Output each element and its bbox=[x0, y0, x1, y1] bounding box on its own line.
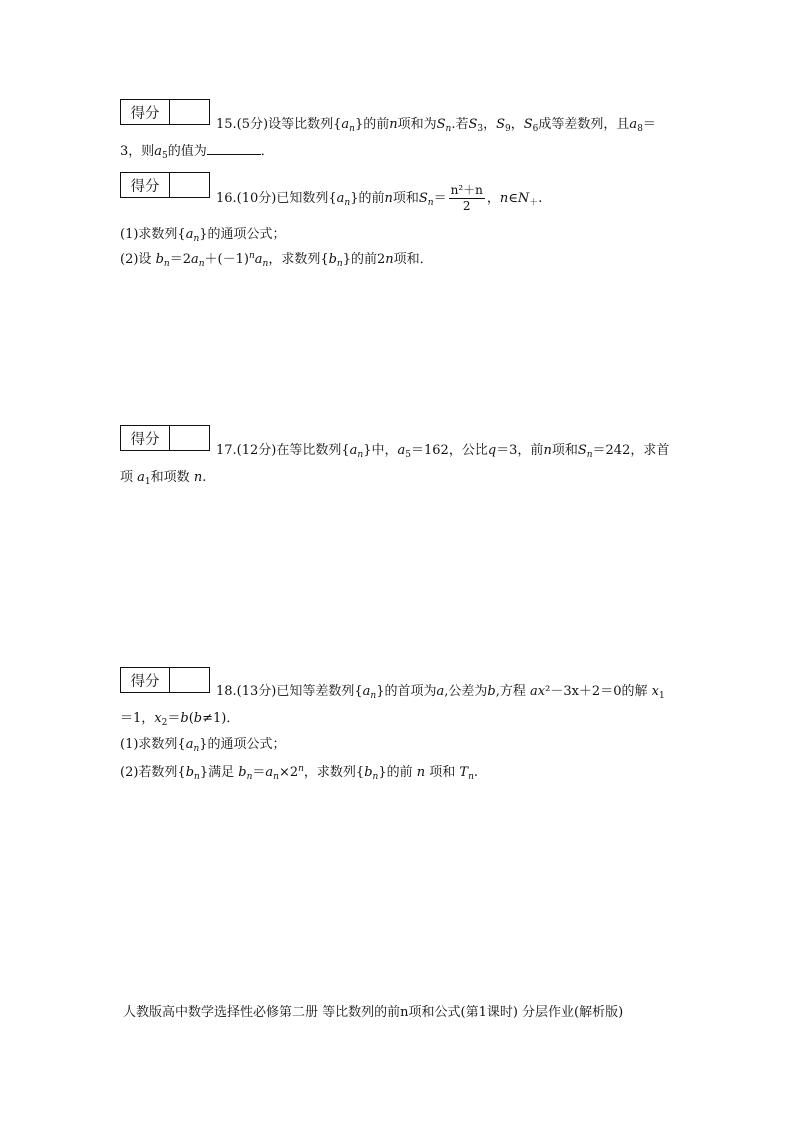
problem-18-line-2: ＝1，$x_2=b(b\ne 1)$． bbox=[120, 711, 240, 728]
score-box-17 bbox=[120, 425, 210, 451]
score-label: 得分 bbox=[121, 173, 170, 197]
problem-18-line-1: 18.(13分)已知等差数列$\{a_n\}$的首项为a,公差为b,方程 ax²－3x＋2＝0的解 $x_1$ bbox=[216, 684, 665, 701]
document-footer: 人教版高中数学选择性必修第二册 等比数列的前n项和公式(第1课时) 分层作业(解析版) bbox=[123, 1005, 624, 1020]
score-label: 得分 bbox=[121, 100, 170, 124]
fraction: $\frac{\text{n²＋n}}{2}$ bbox=[450, 183, 483, 213]
problem-15-number: 15.(5分) bbox=[216, 117, 269, 132]
score-blank bbox=[170, 668, 209, 692]
problem-18-number: 18.(13分) bbox=[216, 684, 277, 699]
problem-17-line-2: 项 $a_1$和项数 n. bbox=[120, 470, 207, 487]
answer-blank[interactable] bbox=[207, 142, 261, 155]
problem-17-line-1: 17.(12分)在等比数列$\{a_n\}$中，$a_5=162$，公比q＝3，前n项和$S_n=242$，求首 bbox=[216, 443, 670, 460]
problem-18-question-2: (2)若数列$\{b_n\}$满足 $b_n=a_n\times 2^n$，求数列$\{b_n\}$的前 n 项和 $T_n$. bbox=[120, 764, 479, 782]
problem-16-question-1: (1)求数列$\{a_n\}$的通项公式； bbox=[120, 227, 286, 244]
score-box-16 bbox=[120, 172, 210, 198]
problem-16-line-1: 16.(10分)已知数列$\{a_n\}$的前n项和$S_n=$ $\frac{\text{n²＋n}}{2}$ ，$n\in N_+$. bbox=[216, 183, 543, 213]
problem-16-question-2: (2)设 $b_n=2a_n+(-1)^na_n$，求数列$\{b_n\}$的前2n项和． bbox=[120, 251, 433, 269]
problem-17-number: 17.(12分) bbox=[216, 443, 277, 458]
problem-16-number: 16.(10分) bbox=[216, 191, 277, 206]
score-box-18 bbox=[120, 667, 210, 693]
score-box-15 bbox=[120, 99, 210, 125]
score-blank bbox=[170, 100, 209, 124]
problem-15-line-2: 3，则$a_5$的值为 ． bbox=[120, 144, 274, 161]
score-blank bbox=[170, 426, 209, 450]
score-label: 得分 bbox=[121, 668, 170, 692]
score-label: 得分 bbox=[121, 426, 170, 450]
problem-15-line-1: 15.(5分)设等比数列$\{a_n\}$的前n项和为$S_n$.若$S_3$，$S_9$，$S_6$成等差数列，且$a_8=$ bbox=[216, 117, 656, 134]
problem-18-question-1: (1)求数列$\{a_n\}$的通项公式； bbox=[120, 737, 286, 754]
score-blank bbox=[170, 173, 209, 197]
